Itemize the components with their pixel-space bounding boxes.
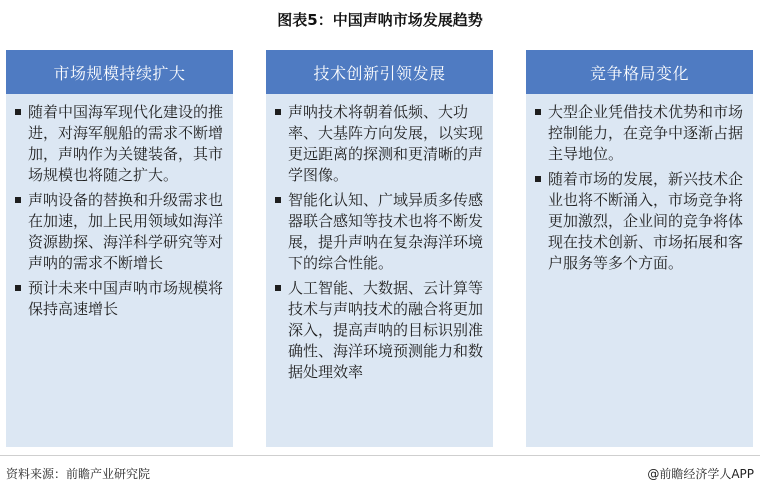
brand-label: @前瞻经济学人APP <box>647 467 754 481</box>
column-header: 竞争格局变化 <box>526 50 753 94</box>
bullet-item: 预计未来中国声呐市场规模将保持高速增长 <box>14 278 225 320</box>
bullet-list <box>266 94 493 383</box>
bullet-item: 大型企业凭借技术优势和市场控制能力，在竞争中逐渐占据主导地位。 <box>534 102 745 165</box>
footer <box>0 455 760 494</box>
column-tech-innovation <box>266 50 493 447</box>
column-market-scale <box>6 50 233 447</box>
bullet-item: 随着中国海军现代化建设的推进，对海军舰船的需求不断增加，声呐作为关键装备，其市场规模也将随之扩大。 <box>14 102 225 186</box>
bullet-list <box>526 94 753 274</box>
trend-columns <box>0 50 760 447</box>
column-header: 技术创新引领发展 <box>266 50 493 94</box>
bullet-item: 声呐设备的替换和升级需求也在加速，加上民用领域如海洋资源勘探、海洋科学研究等对声呐的需求不断增长 <box>14 190 225 274</box>
column-header: 市场规模持续扩大 <box>6 50 233 94</box>
column-competition <box>526 50 753 447</box>
bullet-item: 声呐技术将朝着低频、大功率、大基阵方向发展，以实现更远距离的探测和更清晰的声学图像。 <box>274 102 485 186</box>
bullet-item: 智能化认知、广域异质多传感器联合感知等技术也将不断发展，提升声呐在复杂海洋环境下的综合性能。 <box>274 190 485 274</box>
bullet-item: 随着市场的发展，新兴技术企业也将不断涌入，市场竞争将更加激烈，企业间的竞争将体现在技术创新、市场拓展和客户服务等多个方面。 <box>534 169 745 274</box>
bullet-item: 人工智能、大数据、云计算等技术与声呐技术的融合将更加深入，提高声呐的目标识别准确性、海洋环境预测能力和数据处理效率 <box>274 278 485 383</box>
figure-title: 图表5：中国声呐市场发展趋势 <box>277 11 483 29</box>
source-note: 资料来源：前瞻产业研究院 <box>6 467 151 481</box>
bullet-list <box>6 94 233 320</box>
